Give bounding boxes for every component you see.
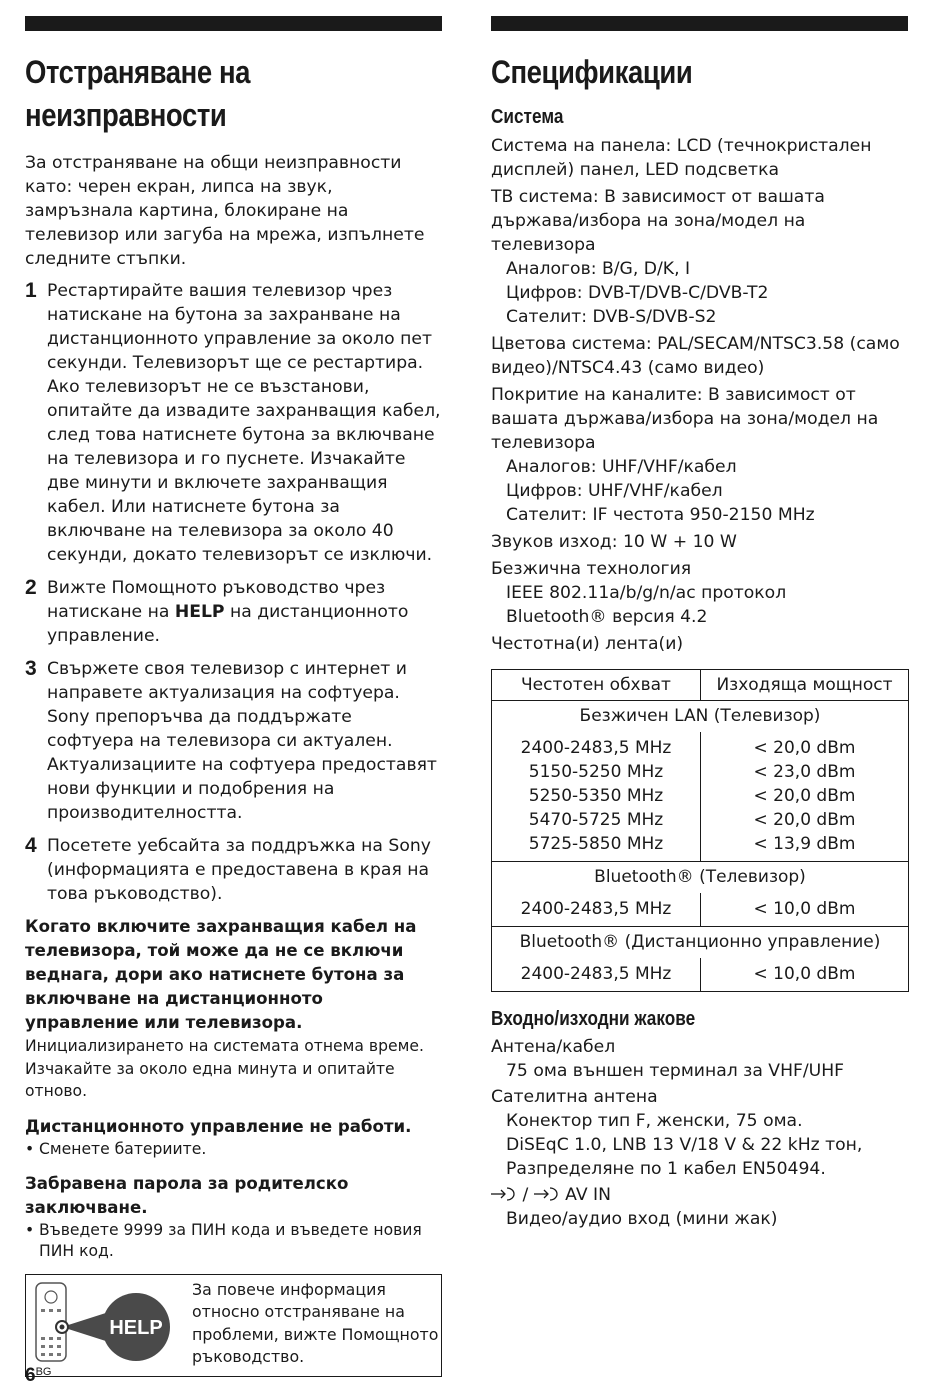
- specifications-title: Спецификации: [491, 54, 693, 90]
- answer-password: • Въведете 9999 за ПИН кода и въведете новия ПИН код.: [25, 1220, 422, 1260]
- step-2: 2 Вижте Помощното ръководство чрез натискане на HELP на дистанционното управление.: [25, 576, 409, 646]
- table-group-row: Bluetooth® (Телевизор): [492, 862, 909, 894]
- frequency-table: [491, 669, 909, 992]
- table-row: 2400-2483,5 MHz 5150-5250 MHz 5250-5350 MHz 5470-5725 MHz 5725-5850 MHz < 20,0 dBm < 23,0 dBm < 20,0 dBm < 20,0 dBm < 13,9 dBm: [492, 732, 909, 862]
- table-group-row: Bluetooth® (Дистанционно управление): [492, 927, 909, 959]
- input-jack-icon: [491, 1187, 517, 1201]
- table-group-row: Безжичен LAN (Телевизор): [492, 701, 909, 733]
- table-row: 2400-2483,5 MHz < 10,0 dBm: [492, 958, 909, 992]
- system-heading: Система: [491, 106, 564, 128]
- question-password: Забравена парола за родителско заключване.: [25, 1173, 349, 1217]
- question-remote: Дистанционното управление не работи.: [25, 1116, 412, 1136]
- help-box-text: За повече информация относно отстраняване на проблеми, вижте Помощното ръководство.: [192, 1279, 439, 1367]
- answer-power: Инициализирането на системата отнема време. Изчакайте за около една минута и опитайте отново.: [25, 1037, 424, 1100]
- step-3: 3 Свържете своя телевизор с интернет и направете актуализация на софтуера. Sony препоръчва да поддържате софтуера на телевизора си актуален. Актуализациите на софтуера предоставят нови функции и подобрения на производителността.: [25, 657, 437, 823]
- page-number: $6^{BG}$: [25, 1365, 52, 1386]
- table-header-row: Честотен обхват Изходяща мощност: [492, 670, 909, 701]
- answer-remote: • Сменете батериите.: [25, 1139, 207, 1158]
- steps-list: [25, 279, 442, 906]
- section-bar: [491, 16, 908, 31]
- intro-paragraph: За отстраняване на общи неизправности като: черен екран, липса на звук, замръзнала картина, блокиране на телевизор или загуба на мрежа, изпълнете следните стъпки.: [25, 153, 425, 269]
- question-power: Когато включите захранващия кабел на телевизора, той може да не се включи веднага, дори ако натиснете бутона за включване на дистанционното управление или телевизора.: [25, 917, 417, 1032]
- step-1: 1 Рестартирайте вашия телевизор чрез натискане на бутона за захранване на дистанционното управление за около пет секунди. Телевизорът ще се рестартира. Ако телевизорът не се възстанови, опитайте да извадите захранващия кабел, след това натиснете бутона за включване на телевизора и го пуснете. Изчакайте две минути и включете захранващия кабел. Или натиснете бутона за включване на телевизора за около 40 секунди, докато телевизорът се изключи.: [25, 279, 441, 565]
- table-row: 2400-2483,5 MHz < 10,0 dBm: [492, 893, 909, 927]
- av-in-line: / AV IN: [491, 1183, 908, 1207]
- section-bar: [25, 16, 442, 31]
- troubleshooting-column: [25, 16, 442, 1377]
- help-badge-label: HELP: [109, 1316, 163, 1339]
- io-jacks-heading: Входно/изходни жакове: [491, 1008, 696, 1030]
- remote-help-icon: [32, 1277, 192, 1377]
- io-jacks-specs: Антена/кабел 75 ома външен терминал за VHF/UHF Сателитна антена Конектор тип F, женски, 75 ома. DiSEqC 1.0, LNB 13 V/18 V & 22 kHz тон, Разпределяне по 1 кабел EN50494. / AV IN Видео/аудио вход (мини жак): [491, 1035, 908, 1231]
- system-specs: Система на панела: LCD (течнокристален дисплей) панел, LED подсветка ТВ система: В зависимост от вашата държава/избора на зона/модел на телевизора Аналогов: B/G, D/K, I Цифров: DVB-T/DVB-C/DVB-T2 Сателит: DVB-S/DVB-S2 Цветова система: PAL/SECAM/NTSC3.58 (само видео)/NTSC4.43 (само видео) Покритие на каналите: В зависимост от вашата държава/избора на зона/модел на телевизора Аналогов: UHF/VHF/кабел Цифров: UHF/VHF/кабел Сателит: IF честота 950-2150 MHz Звуков изход: 10 W + 10 W Безжична технология IEEE 802.11a/b/g/n/ac протокол Bluetooth® версия 4.2 Честотна(и) лента(и): [491, 136, 900, 654]
- step-4: 4 Посетете уебсайта за поддръжка на Sony (информацията е предоставена в края на това ръководство).: [25, 834, 431, 904]
- troubleshooting-title: Отстраняване на неизправности: [25, 54, 251, 133]
- help-info-box: [25, 1274, 442, 1377]
- help-key: HELP: [174, 602, 225, 622]
- input-jack-icon: [534, 1187, 560, 1201]
- specifications-column: [491, 16, 908, 1231]
